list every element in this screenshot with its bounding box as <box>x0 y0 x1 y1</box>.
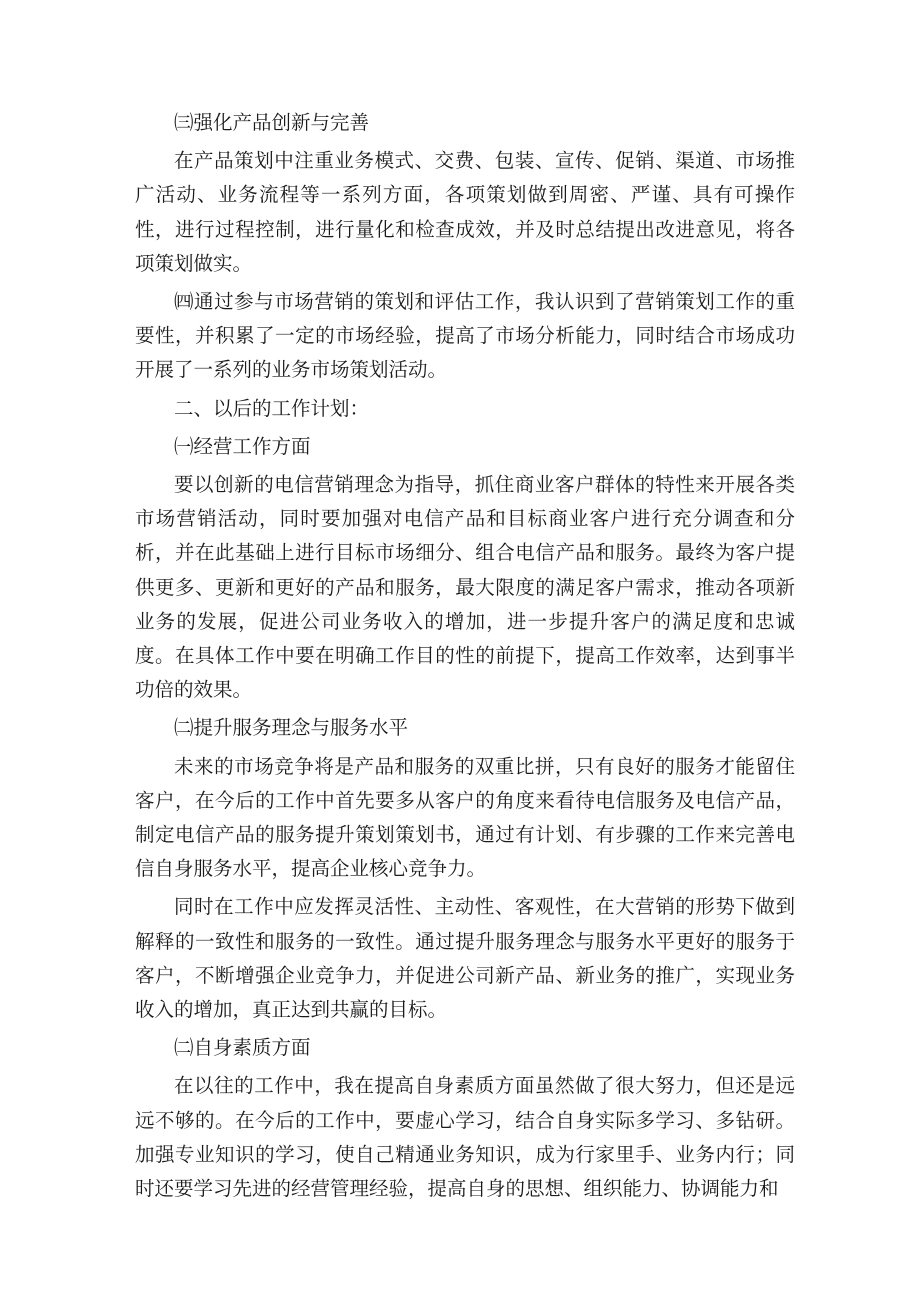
document-body <box>135 106 795 1206</box>
section-heading-service: ㈡提升服务理念与服务水平 <box>174 716 409 740</box>
paragraph-service-flexibility: 同时在工作中应发挥灵活性、主动性、客观性，在大营销的形势下做到解释的一致性和服务的一致性。通过提升服务理念与服务水平更好的服务于客户，不断增强企业竞争力，并促进公司新产品、新业务的推广，实现业务收入的增加，真正达到共赢的目标。 <box>135 895 795 1022</box>
paragraph-operations: 要以创新的电信营销理念为指导，抓住商业客户群体的特性来开展各类市场营销活动，同时要加强对电信产品和目标商业客户进行充分调查和分析，并在此基础上进行目标市场细分、组合电信产品和服务。最终为客户提供更多、更新和更好的产品和服务，最大限度的满足客户需求，推动各项新业务的发展，促进公司业务收入的增加，进一步提升客户的满足度和忠诚度。在具体工作中要在明确工作目的性的前提下，提高工作效率，达到事半功倍的效果。 <box>135 473 795 702</box>
paragraph-self-quality: 在以往的工作中，我在提高自身素质方面虽然做了很大努力，但还是远远不够的。在今后的工作中，要虚心学习，结合自身实际多学习、多钻研。加强专业知识的学习，使自己精通业务知识，成为行家里手、业务内行；同时还要学习先进的经营管理经验，提高自身的思想、组织能力、协调能力和 <box>135 1074 795 1201</box>
section-heading-future-plan: 二、以后的工作计划： <box>174 396 370 420</box>
paragraph-service-competition: 未来的市场竞争将是产品和服务的双重比拼，只有良好的服务才能留住客户，在今后的工作中首先要多从客户的角度来看待电信服务及电信产品，制定电信产品的服务提升策划策划书，通过有计划、有步骤的工作来完善电信自身服务水平，提高企业核心竞争力。 <box>135 754 795 881</box>
section-heading-operations: ㈠经营工作方面 <box>174 434 311 458</box>
section-heading-self-quality: ㈡自身素质方面 <box>174 1036 311 1060</box>
section-heading-product-innovation: ㈢强化产品创新与完善 <box>174 111 370 134</box>
paragraph-marketing-experience: ㈣通过参与市场营销的策划和评估工作，我认识到了营销策划工作的重要性，并积累了一定的市场经验，提高了市场分析能力，同时结合市场成功开展了一系列的业务市场策划活动。 <box>135 290 795 382</box>
paragraph-product-planning: 在产品策划中注重业务模式、交费、包装、宣传、促销、渠道、市场推广活动、业务流程等一系列方面，各项策划做到周密、严谨、具有可操作性，进行过程控制，进行量化和检查成效，并及时总结提出改进意见，将各项策划做实。 <box>135 149 795 275</box>
